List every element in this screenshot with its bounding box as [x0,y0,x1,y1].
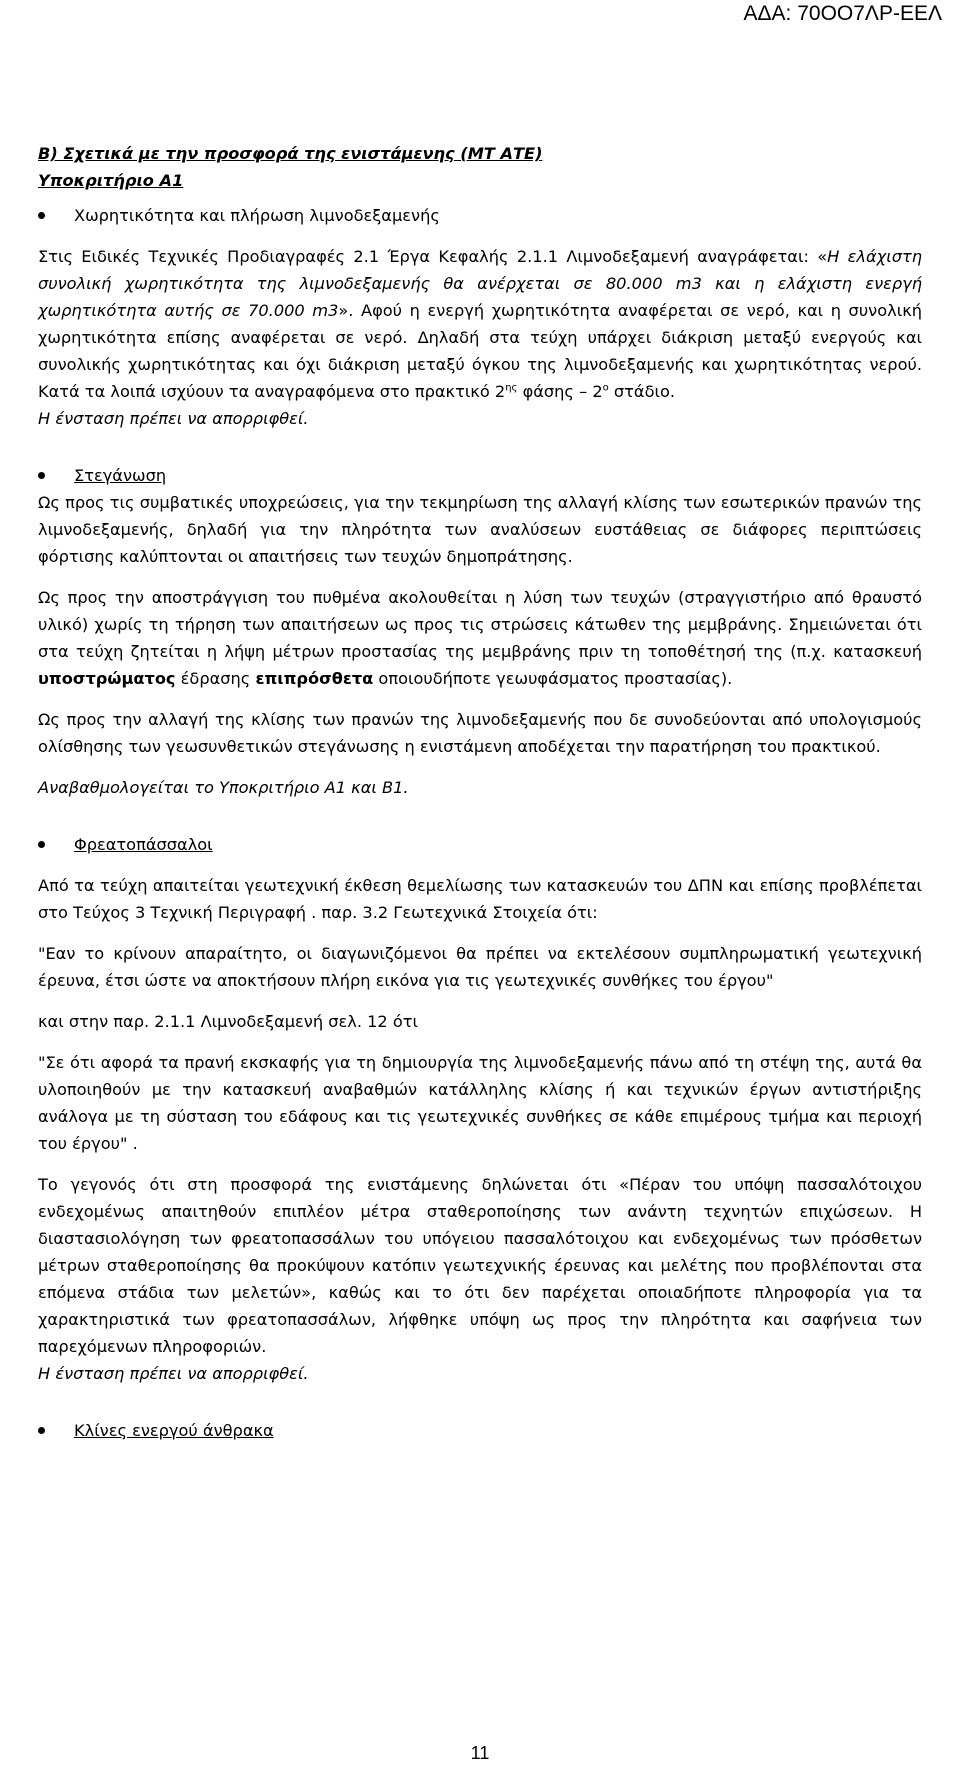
piles-paragraph-2: και στην παρ. 2.1.1 Λιμνοδεξαμενή σελ. 12 ότι [38,1012,418,1031]
bullet-dot-icon [38,212,45,219]
bullet-carbon-beds-label: Κλίνες ενεργού άνθρακα [74,1421,274,1440]
piles-verdict: Η ένσταση πρέπει να απορριφθεί. [38,1364,309,1383]
sealing-verdict: Αναβαθμολογείται το Υποκριτήριο Α1 και Β1. [38,778,409,797]
document-body [38,140,922,1444]
capacity-paragraph: Στις Ειδικές Τεχνικές Προδιαγραφές 2.1 Έργα Κεφαλής 2.1.1 Λιμνοδεξαμενή αναγράφεται: «Η ελάχιστη συνολική χωρητικότητα της λιμνοδεξαμενής θα ανέρχεται σε 80.000 m3 και η ελάχιστη ενεργή χωρητικότητα αυτής σε 70.000 m3». Αφού η ενεργή χωρητικότητα αναφέρεται σε νερό, και η συνολική χωρητικότητα επίσης αναφέρεται σε νερό. Δηλαδή στα τεύχη υπάρχει διάκριση μεταξύ ενεργούς και συνολικής χωρητικότητας και όχι διάκριση μεταξύ όγκου της λιμνοδεξαμενής και χωρητικότητας νερού. Κατά τα λοιπά ισχύουν τα αναγραφόμενα στο πρακτικό $2^{\eta\varsigma}$ φάσης – $2^o$ στάδιο. [38,247,922,401]
piles-quote-2: "Σε ότι αφορά τα πρανή εκσκαφής για τη δημιουργία της λιμνοδεξαμενής πάνω από τη στέψη της, αυτά θα υλοποιηθούν με την κατασκευή αναβαθμών κατάλληλης κλίσης ή και τεχνικών έργων αντιστήριξης ανάλογα με τη σύσταση του εδάφους και τις γεωτεχνικές συνθήκες σε κάθε επιμέρους τμήμα και περιοχή του έργου" . [38,1053,922,1153]
bullet-dot-icon [38,1427,45,1434]
sealing-paragraph-3: Ως προς την αλλαγή της κλίσης των πρανών της λιμνοδεξαμενής που δε συνοδεύονται από υπολογισμούς ολίσθησης των γεωσυνθετικών στεγάνωσης η ενιστάμενη αποδέχεται την παρατήρηση του πρακτικού. [38,710,922,756]
bullet-piles-label: Φρεατοπάσσαλοι [74,835,213,854]
bullet-carbon-beds [38,1417,922,1444]
subcriterion-heading: Υποκριτήριο Α1 [38,171,184,190]
bullet-capacity [38,202,922,229]
bullet-piles [38,831,922,858]
piles-paragraph-3: Το γεγονός ότι στη προσφορά της ενιστάμενης δηλώνεται ότι «Πέραν του υπόψη πασσαλότοιχου ενδεχομένως απαιτηθούν επιπλέον μέτρα σταθεροποίησης των ανάντη τεχνητών επιχώσεων. Η διαστασιολόγηση των φρεατοπασσάλων του υπόγειου πασσαλότοιχου και ενδεχομένως των πρόσθετων μέτρων σταθεροποίησης θα προκύψουν κατόπιν γεωτεχνικής έρευνας και μελέτης που προβλέπονται στα επόμενα στάδια των μελετών», καθώς και το ότι δεν παρέχεται οποιαδήποτε πληροφορία για τα χαρακτηριστικά των φρεατοπασσάλων, λήφθηκε υπόψη ως προς την πληρότητα και σαφήνεια των παρεχόμενων πληροφοριών. [38,1175,922,1356]
bullet-sealing-label: Στεγάνωση [74,466,167,485]
document-code: ΑΔΑ: 70ΟΟ7ΛΡ-ΕΕΛ [743,2,942,25]
sealing-paragraph-1: Ως προς τις συμβατικές υποχρεώσεις, για την τεκμηρίωση της αλλαγή κλίσης των εσωτερικών πρανών της λιμνοδεξαμενής, δηλαδή για την πληρότητα των αναλύσεων ευστάθειας σε διάφορες περιπτώσεις φόρτισης καλύπτονται οι απαιτήσεις των τευχών δημοπράτησης. [38,493,922,566]
page-number: 11 [470,1743,490,1763]
sealing-paragraph-2: Ως προς την αποστράγγιση του πυθμένα ακολουθείται η λύση των τευχών (στραγγιστήριο από θραυστό υλικό) χωρίς τη τήρηση των απαιτήσεων ως προς τις στρώσεις κάτωθεν της μεμβράνης. Σημειώνεται ότι στα τεύχη ζητείται η λήψη μέτρων προστασίας της μεμβράνης πριν τη τοποθέτησή της (π.χ. κατασκευή υποστρώματος έδρασης επιπρόσθετα οποιουδήποτε γεωυφάσματος προστασίας). [38,588,922,688]
bullet-dot-icon [38,841,45,848]
bullet-dot-icon [38,472,45,479]
piles-paragraph-1: Από τα τεύχη απαιτείται γεωτεχνική έκθεση θεμελίωσης των κατασκευών του ΔΠΝ και επίσης προβλέπεται στο Τεύχος 3 Τεχνική Περιγραφή . παρ. 3.2 Γεωτεχνικά Στοιχεία ότι: [38,876,922,922]
bullet-sealing [38,462,922,489]
section-heading: Β) Σχετικά με την προσφορά της ενιστάμενης (ΜΤ ΑΤΕ) [38,144,543,163]
piles-quote-1: "Εαν το κρίνουν απαραίτητο, οι διαγωνιζόμενοι θα πρέπει να εκτελέσουν συμπληρωματική γεωτεχνική έρευνα, έτσι ώστε να αποκτήσουν πλήρη εικόνα για τις γεωτεχνικές συνθήκες του έργου" [38,944,922,990]
bullet-capacity-label: Χωρητικότητα και πλήρωση λιμνοδεξαμενής [74,206,440,225]
capacity-verdict: Η ένσταση πρέπει να απορριφθεί. [38,409,309,428]
